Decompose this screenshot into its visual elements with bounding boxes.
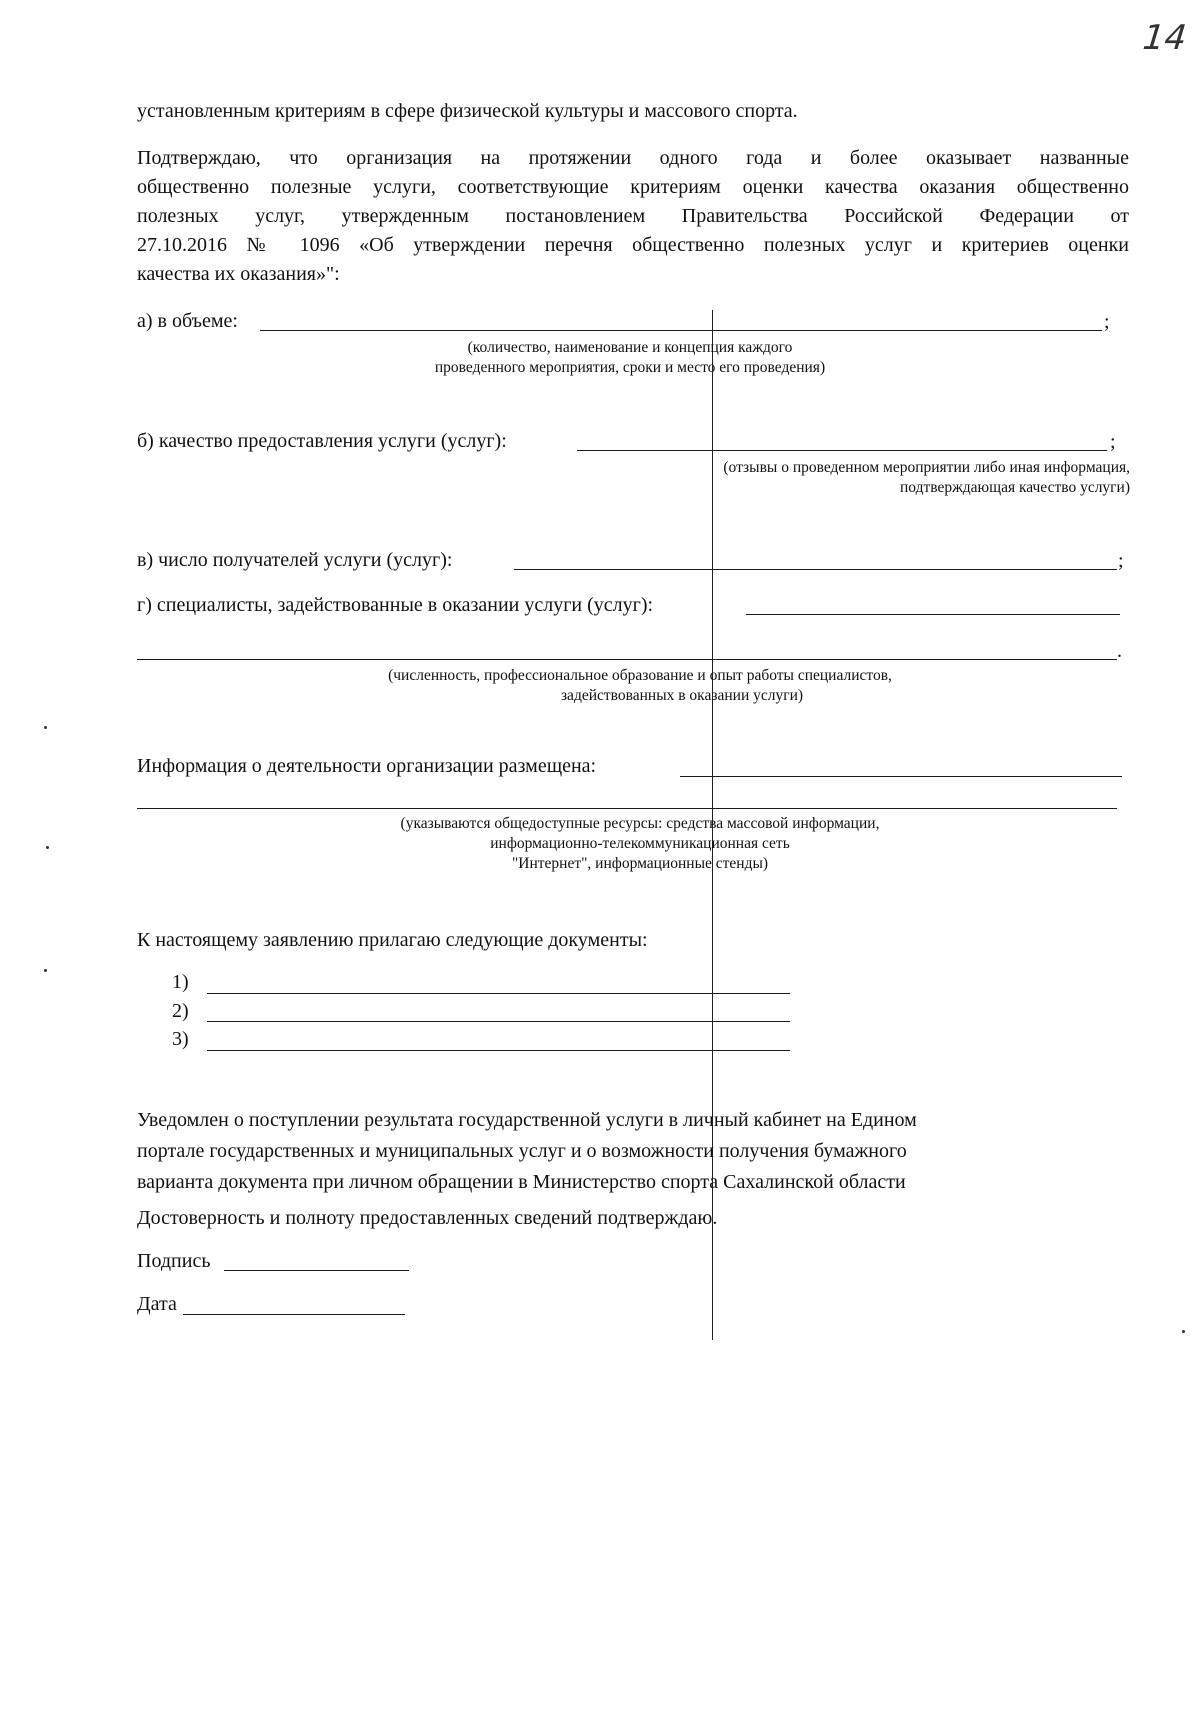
caption-line: проведенного мероприятия, сроки и место его проведения) [434, 359, 826, 376]
scan-speck [44, 726, 47, 729]
attachment-field-2[interactable] [207, 1021, 790, 1022]
notice-line: портале государственных и муниципальных услуг и о возможности получения бумажного [137, 1140, 907, 1162]
info-caption [300, 814, 980, 874]
confirm-line: качества их оказания»": [137, 263, 340, 285]
confirm-line: общественно полезные услуги, соответствующие критериям оценки качества оказания общественно [137, 176, 1129, 198]
caption-line: "Интернет", информационные стенды) [511, 855, 769, 872]
confirm-line: Подтверждаю, что организация на протяжении одного года и более оказывает названные [137, 147, 1129, 169]
item-a-caption [330, 338, 930, 378]
attachment-number: 2) [172, 1000, 189, 1022]
caption-line: задействованных в оказании услуги) [560, 687, 804, 704]
notice-line: варианта документа при личном обращении в Министерство спорта Сахалинской области [137, 1171, 906, 1193]
info-field[interactable] [680, 776, 1122, 777]
reliability-statement: Достоверность и полноту предоставленных сведений подтверждаю. [137, 1207, 718, 1229]
scan-speck [46, 846, 49, 849]
item-a-semicolon: ; [1104, 311, 1110, 333]
date-field[interactable] [183, 1314, 405, 1315]
notice-paragraph [137, 1105, 917, 1198]
caption-line: информационно-телекоммуникационная сеть [490, 835, 790, 852]
page-number: 14 [1140, 18, 1189, 58]
notice-line: Уведомлен о поступлении результата государственной услуги в личный кабинет на Едином [137, 1109, 917, 1131]
attachment-field-1[interactable] [207, 993, 790, 994]
item-g-caption [300, 666, 980, 706]
attachment-number: 3) [172, 1028, 189, 1050]
item-g-period: . [1117, 640, 1122, 662]
attachment-field-3[interactable] [207, 1050, 790, 1051]
scan-speck [1182, 1330, 1185, 1333]
caption-line: (отзывы о проведенном мероприятии либо иная информация, [723, 459, 1130, 476]
item-v-field[interactable] [514, 569, 1117, 570]
date-label: Дата [137, 1293, 177, 1315]
caption-line: (количество, наименование и концепция каждого [467, 339, 793, 356]
item-g-field[interactable] [746, 614, 1120, 615]
signature-label: Подпись [137, 1250, 211, 1272]
item-g-label: г) специалисты, задействованные в оказании услуги (услуг): [137, 594, 654, 616]
item-v-semicolon: ; [1118, 550, 1124, 572]
item-b-caption [560, 458, 1130, 498]
caption-line: (численность, профессиональное образование и опыт работы специалистов, [388, 667, 892, 684]
item-b-semicolon: ; [1110, 431, 1116, 453]
attachments-heading: К настоящему заявлению прилагаю следующие документы: [137, 929, 648, 951]
scan-speck [44, 969, 47, 972]
item-v-label: в) число получателей услуги (услуг): [137, 549, 453, 571]
info-label: Информация о деятельности организации размещена: [137, 755, 597, 777]
item-b-label: б) качество предоставления услуги (услуг): [137, 430, 507, 452]
confirm-line: 27.10.2016 № 1096 «Об утверждении перечня общественно полезных услуг и критериев оценки [137, 234, 1129, 256]
signature-field[interactable] [224, 1270, 409, 1271]
attachment-number: 1) [172, 971, 189, 993]
item-b-field[interactable] [577, 450, 1107, 451]
intro-line: установленным критериям в сфере физической культуры и массового спорта. [137, 100, 798, 122]
item-a-label: а) в объеме: [137, 310, 238, 332]
caption-line: подтверждающая качество услуги) [899, 479, 1130, 496]
info-field-continued[interactable] [137, 808, 1117, 809]
item-a-field[interactable] [260, 330, 1102, 331]
confirm-paragraph [137, 144, 1129, 289]
caption-line: (указываются общедоступные ресурсы: средства массовой информации, [400, 815, 880, 832]
item-g-field-continued[interactable] [137, 659, 1117, 660]
confirm-line: полезных услуг, утвержденным постановлением Правительства Российской Федерации от [137, 205, 1129, 227]
